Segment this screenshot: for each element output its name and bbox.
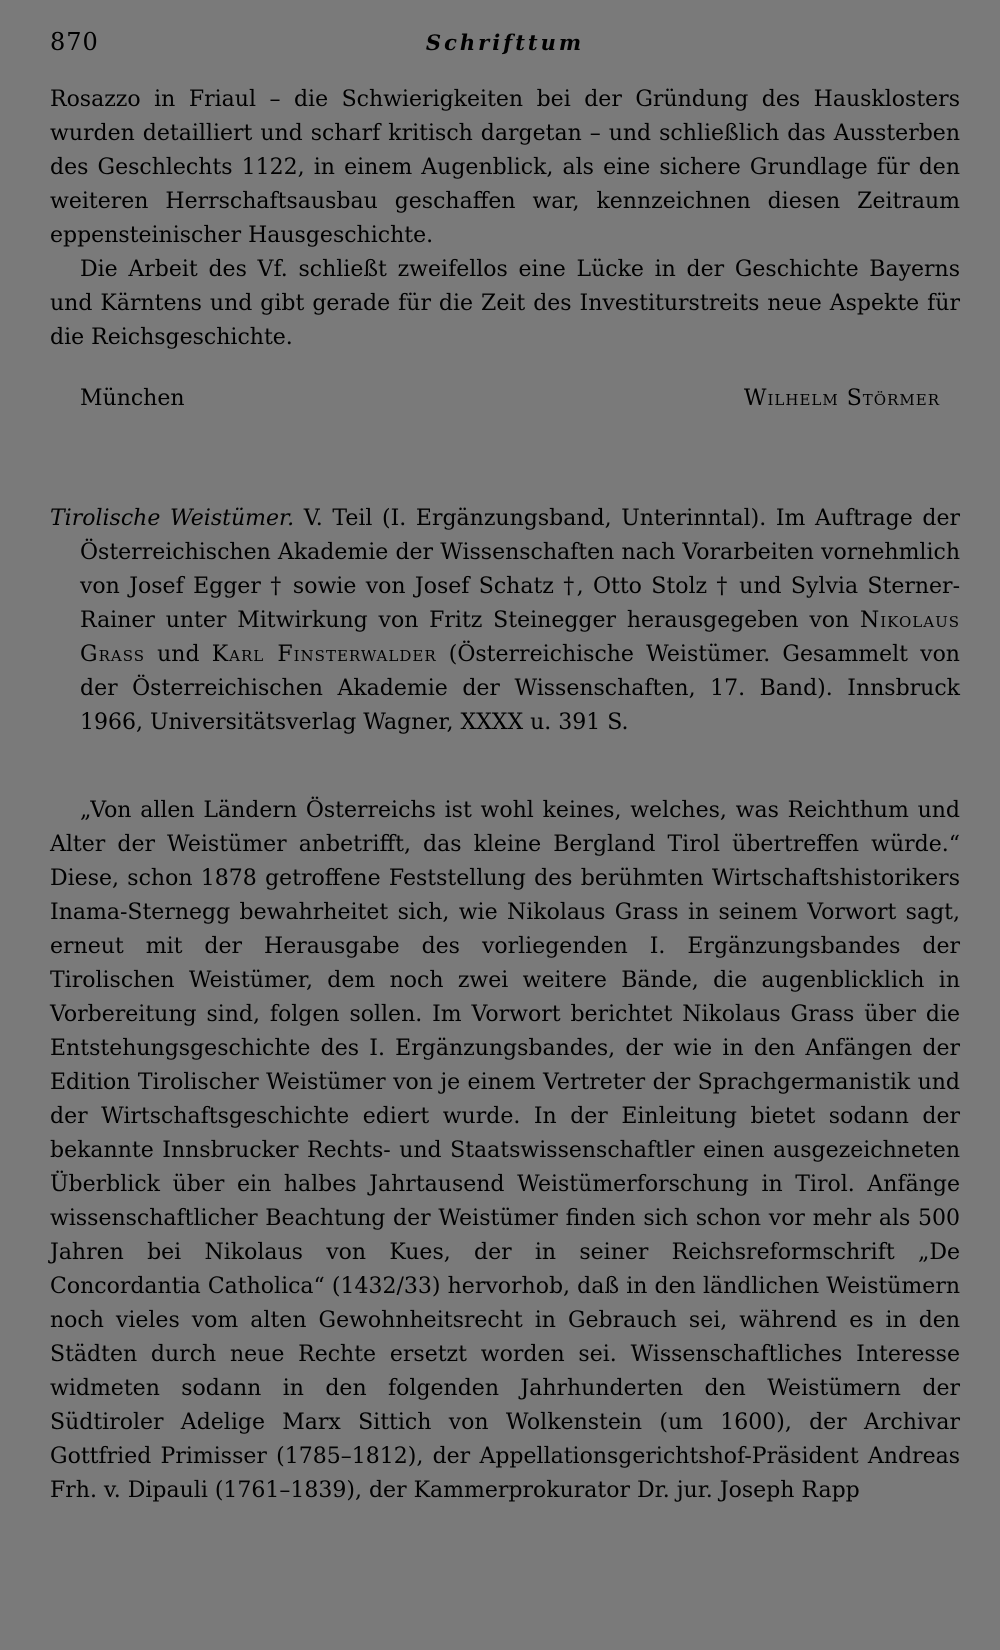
- running-head: [50, 28, 960, 62]
- review2-entry-text-1: V. Teil (I. Ergänzungsband, Unterinntal). Im Auftrage der Österreichischen Akademie der Wissenschaften nach Vorarbeiten vornehmlich von Josef Egger † sowie von Josef Schatz †, Otto Stolz † und Sylvia Sterner-Rainer unter Mitwirkung von Fritz Steinegger herausgegeben von: [80, 506, 960, 633]
- review2-editor-1: Nikolaus Grass: [80, 608, 960, 667]
- signature-place: München: [80, 386, 185, 411]
- journal-title: Schrifttum: [425, 30, 585, 55]
- review1-paragraph-2: Die Arbeit des Vf. schließt zweifellos eine Lücke in der Geschichte Bayerns und Kärntens und gibt gerade für die Zeit des Investiturstreits neue Aspekte für die Reichsgeschichte.: [50, 257, 960, 350]
- review2-bibliographic-entry: [50, 502, 960, 740]
- page-number: 870: [50, 28, 99, 56]
- review2-body: [50, 794, 960, 1508]
- review2-entry-and: und: [145, 642, 212, 667]
- review2-paragraph: „Von allen Ländern Österreichs ist wohl keines, welches, was Reichthum und Alter der Weistümer anbetrifft, das kleine Bergland Tirol übertreffen würde.“ Diese, schon 1878 getroffene Feststellung des berühmten Wirtschaftshistorikers Inama-Sternegg bewahrheitet sich, wie Nikolaus Grass in seinem Vorwort sagt, erneut mit der Herausgabe des vorliegenden I. Ergänzungsbandes der Tirolischen Weistümer, dem noch zwei weitere Bände, die augenblicklich in Vorbereitung sind, folgen sollen. Im Vorwort berichtet Nikolaus Grass über die Entstehungsgeschichte des I. Ergänzungsbandes, der wie in den Anfängen der Edition Tirolischer Weistümer von je einem Vertreter der Sprachgermanistik und der Wirtschaftsgeschichte ediert wurde. In der Einleitung bietet sodann der bekannte Innsbrucker Rechts- und Staatswissenschaftler einen ausgezeichneten Überblick über ein halbes Jahrtausend Weistümerforschung in Tirol. Anfänge wissenschaftlicher Beachtung der Weistümer finden sich schon vor mehr als 500 Jahren bei Nikolaus von Kues, der in seiner Reichsreformschrift „De Concordantia Catholica“ (1432/33) hervorhob, daß in den ländlichen Weistümern noch vieles vom alten Gewohnheitsrecht in Gebrauch sei, während es in den Städten durch neue Rechte ersetzt worden sei. Wissenschaftliches Interesse widmeten sodann in den folgenden Jahrhunderten den Weistümern der Südtiroler Adelige Marx Sittich von Wolkenstein (um 1600), der Archivar Gottfried Primisser (1785–1812), der Appellationsgerichtshof-Präsident Andreas Frh. v. Dipauli (1761–1839), der Kammerprokurator Dr. jur. Joseph Rapp: [50, 798, 960, 1503]
- review1-text: [50, 83, 960, 355]
- review2-book-title: Tirolische Weistümer.: [50, 506, 295, 531]
- review2-entry-text-2: (Österreichische Weistümer. Gesammelt von der Österreichischen Akademie der Wissenschaften, 17. Band). Innsbruck 1966, Universitätsverlag Wagner, XXXX u. 391 S.: [80, 642, 960, 735]
- signature-author: Wilhelm Störmer: [743, 386, 940, 411]
- review1-paragraph-1: Rosazzo in Friaul – die Schwierigkeiten bei der Gründung des Hausklosters wurden detailliert und scharf kritisch dargetan – und schließlich das Aussterben des Geschlechts 1122, in einem Augenblick, als eine sichere Grundlage für den weiteren Herrschaftsausbau geschaffen war, kennzeichnen diesen Zeitraum eppensteinischer Hausgeschichte.: [50, 87, 960, 248]
- review2-editor-2: Karl Finsterwalder: [211, 642, 437, 667]
